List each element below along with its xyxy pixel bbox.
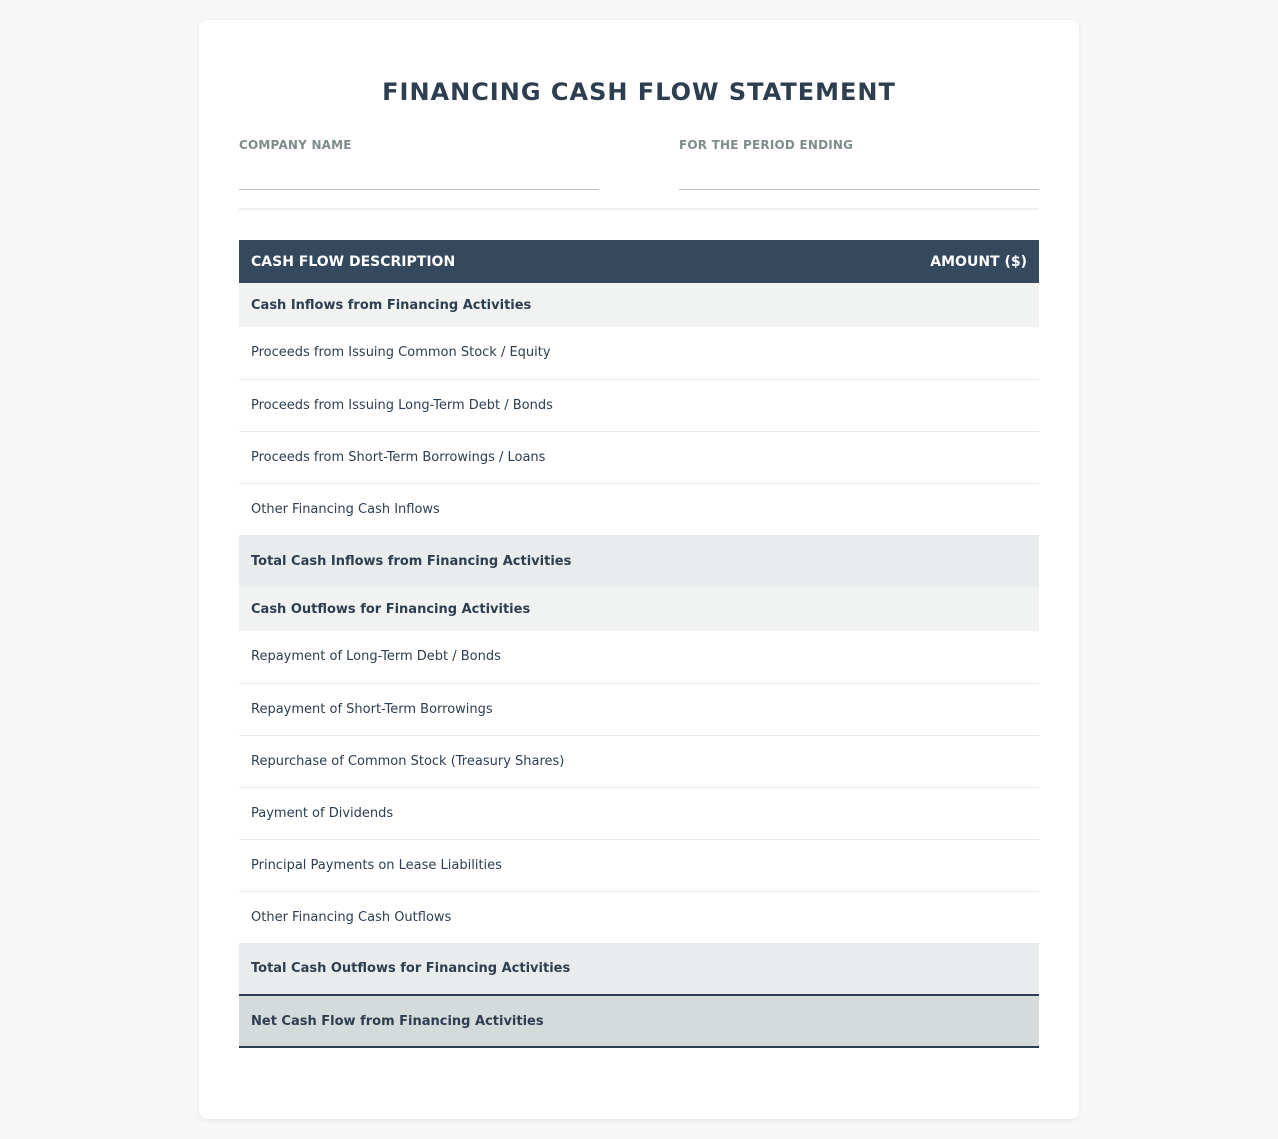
- row-label: Proceeds from Issuing Long-Term Debt / Bonds: [239, 379, 799, 431]
- total-label-inflows: Total Cash Inflows from Financing Activities: [239, 535, 799, 587]
- cash-flow-table: [239, 240, 1039, 1048]
- row-label: Principal Payments on Lease Liabilities: [239, 839, 799, 891]
- net-cash-flow-amount[interactable]: [883, 1007, 1027, 1035]
- company-name-field: [239, 138, 599, 190]
- table-row: [239, 787, 1039, 839]
- company-name-input[interactable]: [239, 162, 599, 190]
- amount-input[interactable]: [883, 495, 1027, 523]
- column-header-amount: AMOUNT ($): [799, 240, 1039, 283]
- amount-input[interactable]: [883, 391, 1027, 419]
- company-name-label: COMPANY NAME: [239, 138, 352, 152]
- table-row: [239, 631, 1039, 683]
- period-ending-input[interactable]: [679, 162, 1039, 190]
- row-label: Proceeds from Issuing Common Stock / Equity: [239, 327, 799, 379]
- row-label: Proceeds from Short-Term Borrowings / Loans: [239, 431, 799, 483]
- total-row-inflows: [239, 535, 1039, 587]
- total-label-outflows: Total Cash Outflows for Financing Activities: [239, 943, 799, 995]
- table-row: [239, 735, 1039, 787]
- row-label: Other Financing Cash Outflows: [239, 891, 799, 943]
- table-row: [239, 683, 1039, 735]
- table-header-row: [239, 240, 1039, 283]
- table-row: [239, 431, 1039, 483]
- section-row-inflows: [239, 283, 1039, 327]
- amount-input[interactable]: [883, 643, 1027, 671]
- amount-input[interactable]: [883, 443, 1027, 471]
- amount-input[interactable]: [883, 799, 1027, 827]
- row-label: Repayment of Long-Term Debt / Bonds: [239, 631, 799, 683]
- table-row: [239, 379, 1039, 431]
- period-ending-field: [679, 138, 1039, 190]
- row-label: Repurchase of Common Stock (Treasury Shares): [239, 735, 799, 787]
- amount-input[interactable]: [883, 851, 1027, 879]
- table-row: [239, 483, 1039, 535]
- section-heading-inflows: Cash Inflows from Financing Activities: [239, 283, 1039, 327]
- net-cash-flow-row: [239, 995, 1039, 1047]
- period-ending-label: FOR THE PERIOD ENDING: [679, 138, 854, 152]
- row-label: Other Financing Cash Inflows: [239, 483, 799, 535]
- total-amount-outflows[interactable]: [883, 955, 1027, 983]
- statement-card: [199, 20, 1079, 1119]
- amount-input[interactable]: [883, 903, 1027, 931]
- total-row-outflows: [239, 943, 1039, 995]
- page-title: FINANCING CASH FLOW STATEMENT: [382, 78, 896, 106]
- amount-input[interactable]: [883, 339, 1027, 367]
- net-cash-flow-label: Net Cash Flow from Financing Activities: [239, 995, 799, 1047]
- table-row: [239, 839, 1039, 891]
- amount-input[interactable]: [883, 695, 1027, 723]
- row-label: Repayment of Short-Term Borrowings: [239, 683, 799, 735]
- amount-input[interactable]: [883, 747, 1027, 775]
- row-label: Payment of Dividends: [239, 787, 799, 839]
- section-row-outflows: [239, 587, 1039, 631]
- table-row: [239, 327, 1039, 379]
- total-amount-inflows[interactable]: [883, 547, 1027, 575]
- section-heading-outflows: Cash Outflows for Financing Activities: [239, 587, 1039, 631]
- table-row: [239, 891, 1039, 943]
- header-divider: [239, 208, 1039, 210]
- column-header-description: CASH FLOW DESCRIPTION: [239, 240, 799, 283]
